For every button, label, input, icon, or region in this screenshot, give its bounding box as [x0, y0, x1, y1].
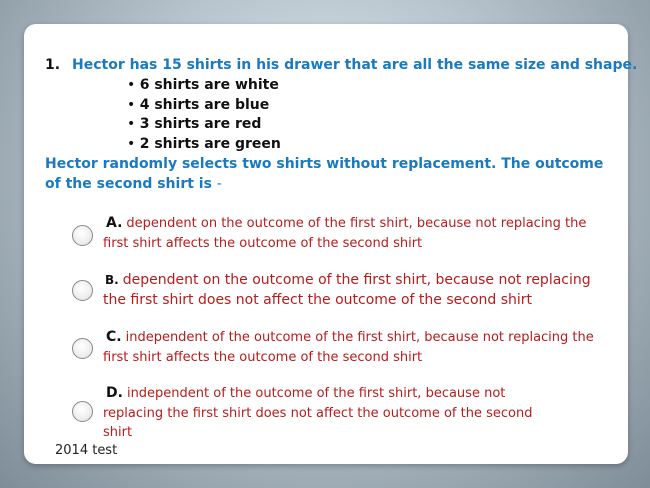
choice-d-label[interactable] — [103, 384, 535, 443]
list-item: • 3 shirts are red — [127, 115, 281, 135]
list-item: • 6 shirts are white — [127, 76, 281, 96]
choice-c-label[interactable] — [103, 328, 613, 367]
choice-text: independent of the outcome of the first shirt, because not replacing the first shirt affects the outcome of the second shirt — [103, 330, 594, 365]
radio-button-a[interactable] — [72, 225, 93, 246]
choice-letter: C. — [106, 329, 122, 345]
question-prompt-text: Hector randomly selects two shirts without replacement. The outcome of the second shirt is — [45, 156, 604, 192]
choice-letter: D. — [106, 385, 123, 401]
question-card — [24, 24, 638, 464]
choice-b-label[interactable] — [103, 271, 613, 310]
shirt-list — [127, 76, 281, 154]
choice-letter: A. — [106, 215, 123, 231]
choice-text: independent of the outcome of the first shirt, because not replacing the first shirt does not affect the outcome of the second shirt — [103, 386, 533, 440]
choice-a-label[interactable] — [103, 214, 613, 253]
question-number: 1. — [45, 57, 61, 73]
footer-note: 2014 test — [55, 443, 118, 458]
question-prompt-suffix: - — [216, 176, 222, 192]
radio-button-b[interactable] — [72, 280, 93, 301]
question-intro: Hector has 15 shirts in his drawer that are all the same size and shape. — [72, 57, 638, 73]
radio-button-c[interactable] — [72, 338, 93, 359]
question-prompt — [45, 154, 605, 194]
choice-letter: B. — [105, 273, 119, 287]
choice-text: dependent on the outcome of the first shirt, because not replacing the first shirt affects the outcome of the second shirt — [103, 216, 587, 251]
list-item: • 2 shirts are green — [127, 135, 281, 155]
radio-button-d[interactable] — [72, 401, 93, 422]
choice-text: dependent on the outcome of the first shirt, because not replacing the first shirt does not affect the outcome of the second shirt — [103, 272, 591, 308]
list-item: • 4 shirts are blue — [127, 96, 281, 116]
